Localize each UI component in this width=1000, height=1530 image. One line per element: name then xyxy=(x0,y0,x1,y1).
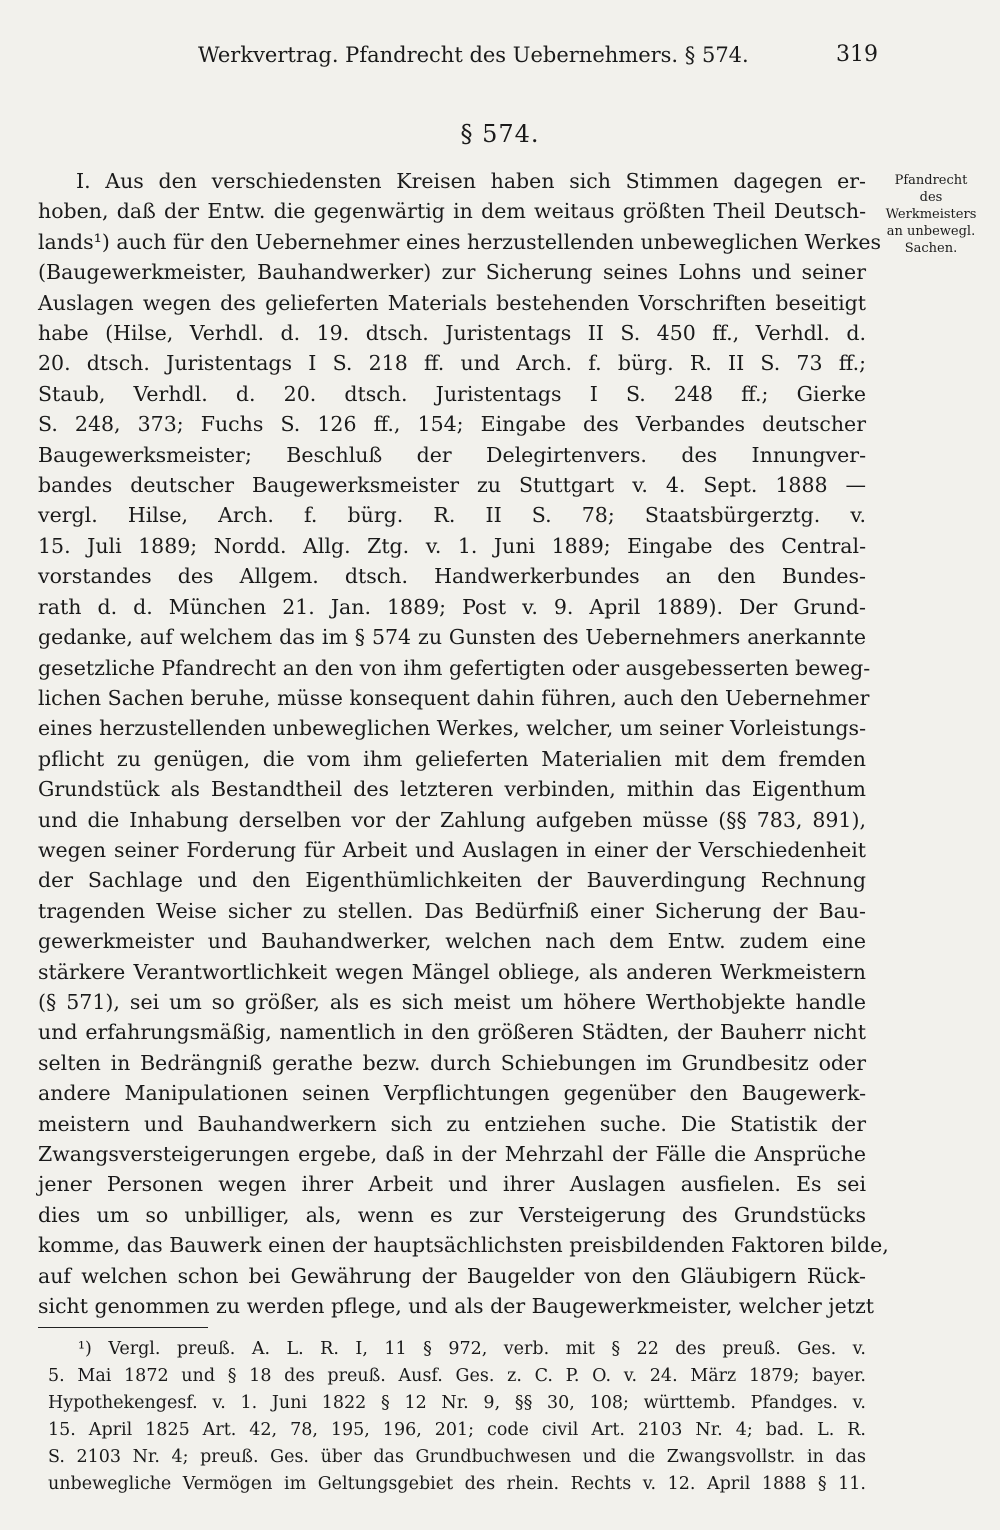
body-line: komme, das Bauwerk einen der hauptsächlichsten preisbildenden Faktoren bilde, xyxy=(38,1233,889,1258)
body-line: gedanke, auf welchem das im § 574 zu Gunsten des Uebernehmers anerkannte xyxy=(38,625,866,650)
body-line: dies um so unbilliger, als, wenn es zur Versteigerung des Grundstücks xyxy=(38,1202,866,1227)
body-line: lands¹) auch für den Uebernehmer eines herzustellenden unbeweglichen Werkes xyxy=(38,229,881,254)
body-line: auf welchen schon bei Gewährung der Baugelder von den Gläubigern Rück- xyxy=(38,1263,866,1288)
body-line: jener Personen wegen ihrer Arbeit und ihrer Auslagen ausfielen. Es sei xyxy=(38,1172,866,1197)
footnote-line: unbewegliche Vermögen im Geltungsgebiet des rhein. Rechts v. 12. April 1888 § 11. xyxy=(48,1474,866,1494)
body-line: (Baugewerkmeister, Bauhandwerker) zur Sicherung seines Lohns und seiner xyxy=(38,260,866,285)
footnote-line: 15. April 1825 Art. 42, 78, 195, 196, 201; code civil Art. 2103 Nr. 4; bad. L. R. xyxy=(48,1420,866,1440)
body-line: Grundstück als Bestandtheil des letzteren verbinden, mithin das Eigenthum xyxy=(38,777,866,802)
body-line: bandes deutscher Baugewerksmeister zu Stuttgart v. 4. Sept. 1888 — xyxy=(38,473,866,498)
body-line: und erfahrungsmäßig, namentlich in den größeren Städten, der Bauherr nicht xyxy=(38,1020,866,1045)
body-line: rath d. d. München 21. Jan. 1889; Post v. 9. April 1889). Der Grund- xyxy=(38,594,866,619)
margin-note-line: des xyxy=(919,190,943,205)
body-line: Auslagen wegen des gelieferten Materials bestehenden Vorschriften beseitigt xyxy=(38,290,866,315)
running-title: Werkvertrag. Pfandrecht des Uebernehmers. § 574. xyxy=(198,43,749,67)
margin-note-line: Pfandrecht xyxy=(894,173,968,188)
body-line: (§ 571), sei um so größer, als es sich meist um höhere Werthobjekte handle xyxy=(38,989,866,1014)
running-header xyxy=(198,42,878,68)
body-line: andere Manipulationen seinen Verpflichtungen gegenüber den Baugewerk- xyxy=(38,1081,866,1106)
body-line: habe (Hilse, Verhdl. d. 19. dtsch. Juristentags II S. 450 ff., Verhdl. d. xyxy=(38,321,866,346)
body-line: Staub, Verhdl. d. 20. dtsch. Juristentags I S. 248 ff.; Gierke xyxy=(38,381,866,406)
footnote-line: Hypothekengesf. v. 1. Juni 1822 § 12 Nr. 9, §§ 30, 108; württemb. Pfandges. v. xyxy=(48,1393,866,1413)
body-line: Baugewerksmeister; Beschluß der Delegirtenvers. des Innungver- xyxy=(38,442,866,467)
body-line: I. Aus den verschiedensten Kreisen haben sich Stimmen dagegen er- xyxy=(76,169,866,193)
body-line: S. 248, 373; Fuchs S. 126 ff., 154; Eingabe des Verbandes deutscher xyxy=(38,412,866,437)
body-line: lichen Sachen beruhe, müsse konsequent dahin führen, auch den Uebernehmer xyxy=(38,685,870,710)
margin-note xyxy=(872,172,990,257)
margin-note-line: Sachen. xyxy=(904,241,958,256)
body-line: vergl. Hilse, Arch. f. bürg. R. II S. 78; Staatsbürgerztg. v. xyxy=(38,503,866,528)
body-line: 15. Juli 1889; Nordd. Allg. Ztg. v. 1. Juni 1889; Eingabe des Central- xyxy=(38,533,866,558)
body-line: wegen seiner Forderung für Arbeit und Auslagen in einer der Verschiedenheit xyxy=(38,837,866,862)
body-line: gewerkmeister und Bauhandwerker, welchen nach dem Entw. zudem eine xyxy=(38,929,866,954)
footnote-line: 5. Mai 1872 und § 18 des preuß. Ausf. Ges. z. C. P. O. v. 24. März 1879; bayer. xyxy=(48,1366,866,1386)
body-line: sicht genommen zu werden pflege, und als der Baugewerkmeister, welcher jetzt xyxy=(38,1294,875,1319)
body-line: eines herzustellenden unbeweglichen Werkes, welcher, um seiner Vorleistungs- xyxy=(38,716,866,741)
body-line: stärkere Verantwortlichkeit wegen Mängel obliege, als anderen Werkmeistern xyxy=(38,959,866,984)
margin-note-line: an unbewegl. xyxy=(886,224,976,239)
page-number: 319 xyxy=(836,42,878,67)
body-line: Zwangsversteigerungen ergebe, daß in der Mehrzahl der Fälle die Ansprüche xyxy=(38,1142,866,1166)
footnote-divider xyxy=(38,1327,208,1328)
body-line: tragenden Weise sicher zu stellen. Das Bedürfniß einer Sicherung der Bau- xyxy=(38,898,866,923)
body-line: und die Inhabung derselben vor der Zahlung aufgeben müsse (§§ 783, 891), xyxy=(38,807,866,832)
body-line: gesetzliche Pfandrecht an den von ihm gefertigten oder ausgebesserten beweg- xyxy=(38,655,871,680)
body-line: vorstandes des Allgem. dtsch. Handwerkerbundes an den Bundes- xyxy=(38,564,866,589)
footnotes xyxy=(48,1336,866,1498)
body-line: der Sachlage und den Eigenthümlichkeiten der Bauverdingung Rechnung xyxy=(38,868,866,893)
body-line: pflicht zu genügen, die vom ihm gelieferten Materialien mit dem fremden xyxy=(38,746,866,771)
footnote-line: S. 2103 Nr. 4; preuß. Ges. über das Grundbuchwesen und die Zwangsvollstr. in das xyxy=(48,1447,866,1467)
footnote-line: ¹) Vergl. preuß. A. L. R. I, 11 § 972, verb. mit § 22 des preuß. Ges. v. xyxy=(78,1339,866,1359)
margin-note-line: Werkmeisters xyxy=(885,207,977,222)
body-text xyxy=(38,166,889,1321)
body-line: meistern und Bauhandwerkern sich zu entziehen suche. Die Statistik der xyxy=(38,1111,866,1136)
body-line: selten in Bedrängniß gerathe bezw. durch Schiebungen im Grundbesitz oder xyxy=(38,1050,866,1075)
section-title: § 574. xyxy=(460,120,540,148)
body-line: hoben, daß der Entw. die gegenwärtig in dem weitaus größten Theil Deutsch- xyxy=(38,199,866,224)
body-line: 20. dtsch. Juristentags I S. 218 ff. und Arch. f. bürg. R. II S. 73 ff.; xyxy=(38,351,866,376)
